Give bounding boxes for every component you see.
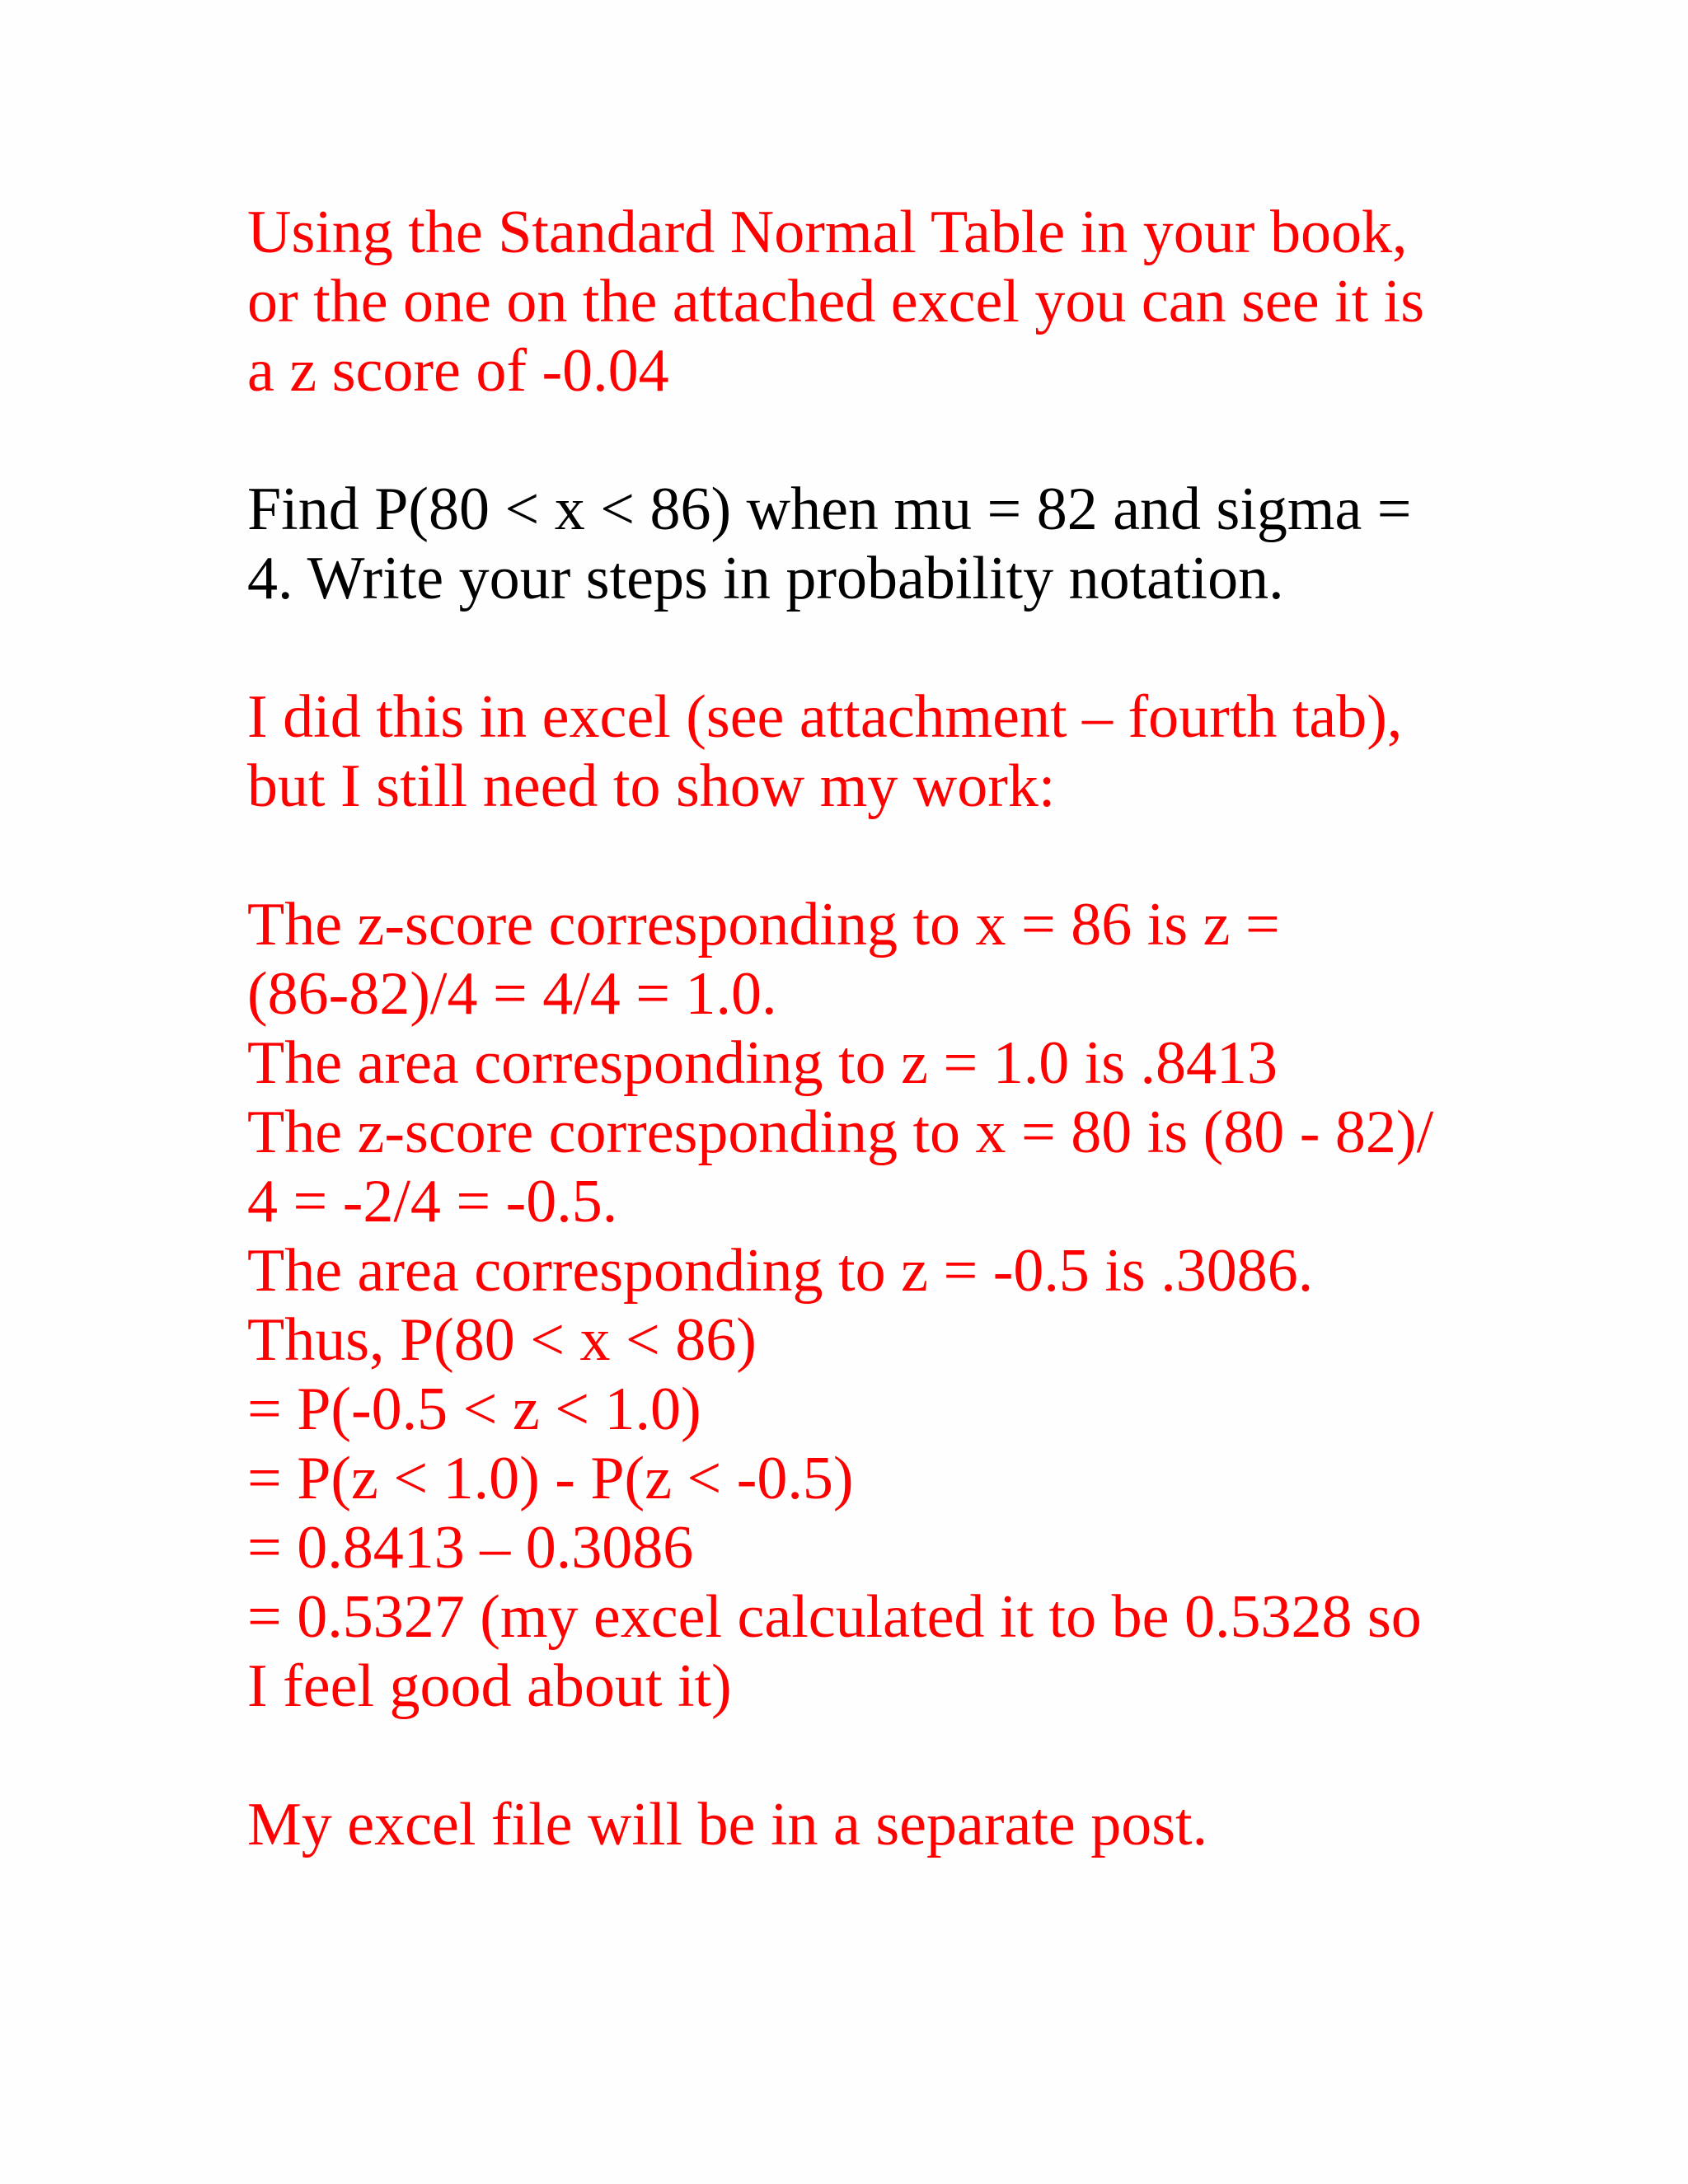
paragraph-gap — [247, 821, 1533, 890]
work-paragraph — [247, 890, 1533, 1721]
paragraph-gap — [247, 1721, 1533, 1790]
text-line: I did this in excel (see attachment – fourth tab), — [247, 683, 1403, 751]
work-line: = P(z < 1.0) - P(z < -0.5) — [247, 1445, 854, 1512]
work-line: Thus, P(80 < x < 86) — [247, 1306, 757, 1374]
work-line: = 0.5327 (my excel calculated it to be 0.5328 so — [247, 1583, 1422, 1651]
work-line: The z-score corresponding to x = 86 is z = — [247, 891, 1280, 958]
paragraph-gap — [247, 405, 1533, 475]
work-line: The area corresponding to z = -0.5 is .3086. — [247, 1237, 1314, 1305]
text-line: but I still need to show my work: — [247, 752, 1056, 820]
paragraph-gap — [247, 613, 1533, 682]
excel-note-paragraph — [247, 682, 1533, 821]
closing-paragraph — [247, 1790, 1533, 1859]
intro-paragraph — [247, 198, 1533, 405]
work-line: 4 = -2/4 = -0.5. — [247, 1168, 618, 1235]
question-line: 4. Write your steps in probability notation. — [247, 545, 1284, 612]
question-paragraph — [247, 475, 1533, 613]
work-line: = P(-0.5 < z < 1.0) — [247, 1376, 701, 1443]
text-line: a z score of -0.04 — [247, 337, 669, 405]
text-line: My excel file will be in a separate post. — [247, 1791, 1208, 1858]
work-line: (86-82)/4 = 4/4 = 1.0. — [247, 960, 777, 1028]
work-line: The area corresponding to z = 1.0 is .8413 — [247, 1029, 1278, 1097]
document-body — [247, 198, 1533, 1859]
question-line: Find P(80 < x < 86) when mu = 82 and sigma = — [247, 476, 1412, 543]
text-line: Using the Standard Normal Table in your book, — [247, 199, 1408, 266]
work-line: = 0.8413 – 0.3086 — [247, 1514, 694, 1582]
work-line: The z-score corresponding to x = 80 is (80 - 82)/ — [247, 1099, 1434, 1166]
work-line: I feel good about it) — [247, 1652, 732, 1720]
text-line: or the one on the attached excel you can see it is — [247, 268, 1425, 335]
